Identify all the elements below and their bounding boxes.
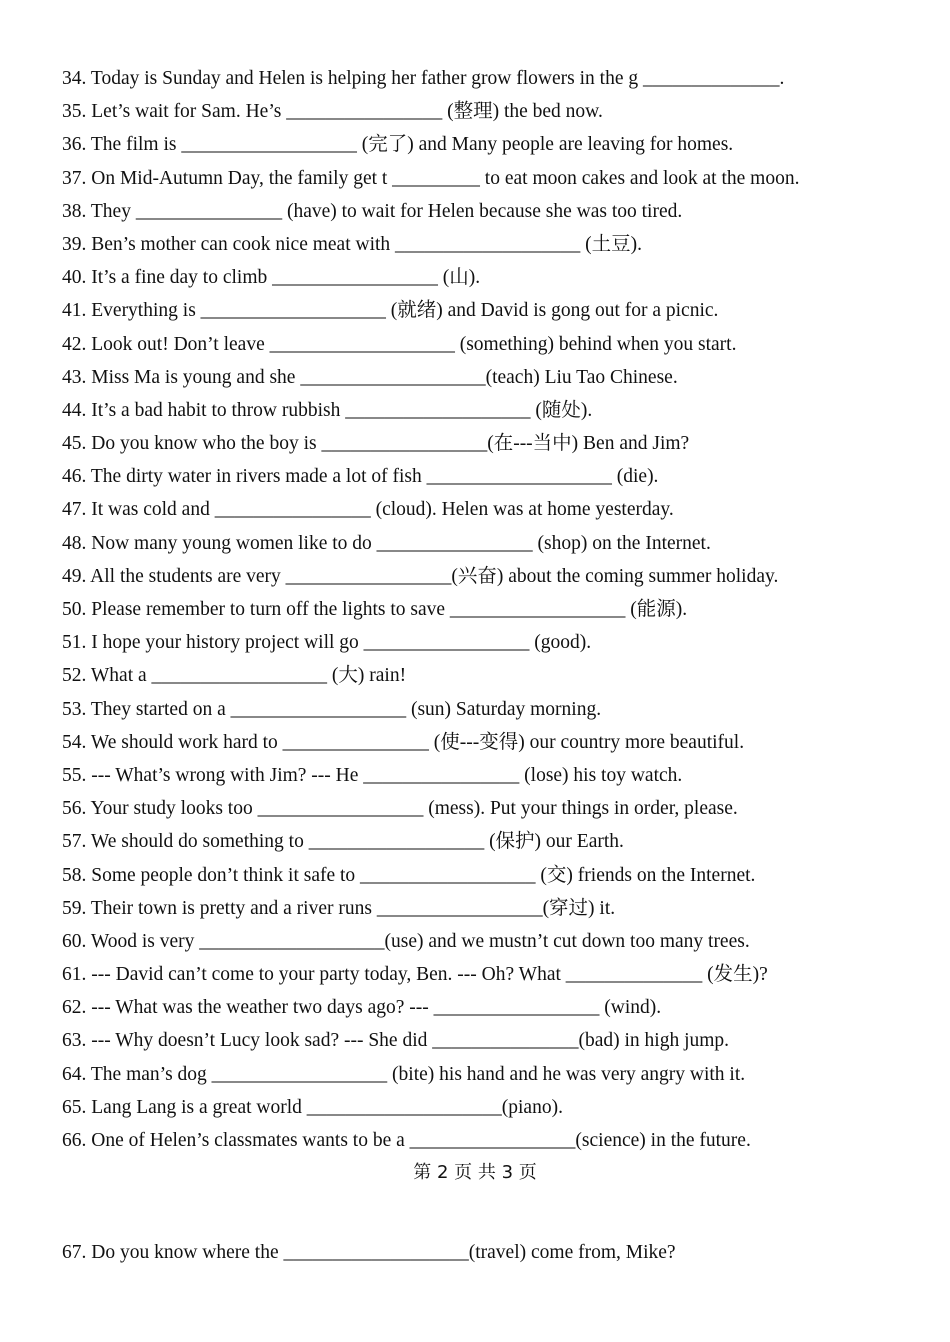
question-item: 45. Do you know who the boy is _________________(在---当中) Ben and Jim? [62, 433, 690, 455]
question-item: 35. Let’s wait for Sam. He’s ________________ (整理) the bed now. [62, 101, 603, 123]
question-item: 48. Now many young women like to do ________________ (shop) on the Internet. [62, 532, 711, 554]
question-item: 41. Everything is ___________________ (就绪) and David is gong out for a picnic. [62, 300, 719, 322]
question-list [62, 62, 922, 1157]
question-item: 38. They _______________ (have) to wait for Helen because she was too tired. [62, 200, 683, 222]
question-item: 62. --- What was the weather two days ago? --- _________________ (wind). [62, 997, 662, 1019]
question-item: 56. Your study looks too _________________ (mess). Put your things in order, please. [62, 798, 738, 820]
question-item: 36. The film is __________________ (完了) and Many people are leaving for homes. [62, 134, 734, 156]
question-item: 42. Look out! Don’t leave ___________________ (something) behind when you start. [62, 333, 737, 355]
question-item: 51. I hope your history project will go _________________ (good). [62, 632, 592, 654]
question-item: 46. The dirty water in rivers made a lot of fish ___________________ (die). [62, 466, 659, 488]
question-item: 47. It was cold and ________________ (cloud). Helen was at home yesterday. [62, 499, 674, 521]
question-item: 39. Ben’s mother can cook nice meat with ___________________ (土豆). [62, 233, 643, 255]
question-item: 37. On Mid-Autumn Day, the family get t _________ to eat moon cakes and look at the moon. [62, 167, 800, 189]
question-item: 58. Some people don’t think it safe to __________________ (交) friends on the Internet. [62, 864, 756, 886]
question-item: 55. --- What’s wrong with Jim? --- He ________________ (lose) his toy watch. [62, 764, 683, 786]
page-footer: 第 2 页 共 3 页 [413, 1162, 537, 1183]
question-item: 57. We should do something to __________________ (保护) our Earth. [62, 831, 624, 853]
next-page-question-list [62, 1236, 922, 1269]
question-item: 61. --- David can’t come to your party today, Ben. --- Oh? What ______________ (发生)? [62, 964, 768, 986]
question-item: 34. Today is Sunday and Helen is helping her father grow flowers in the g ______________. [62, 68, 785, 89]
question-item: 64. The man’s dog __________________ (bite) his hand and he was very angry with it. [62, 1063, 746, 1085]
question-item: 60. Wood is very ___________________(use) and we mustn’t cut down too many trees. [62, 930, 750, 952]
question-item: 50. Please remember to turn off the lights to save __________________ (能源). [62, 599, 688, 620]
question-item: 65. Lang Lang is a great world ____________________(piano). [62, 1096, 563, 1118]
question-item: 43. Miss Ma is young and she ___________________(teach) Liu Tao Chinese. [62, 366, 678, 388]
question-item: 53. They started on a __________________ (sun) Saturday morning. [62, 698, 602, 720]
question-item: 49. All the students are very _________________(兴奋) about the coming summer holiday. [62, 565, 779, 587]
question-item: 66. One of Helen’s classmates wants to be a _________________(science) in the future. [62, 1130, 751, 1151]
question-item: 40. It’s a fine day to climb _________________ (山). [62, 267, 481, 289]
question-item: 59. Their town is pretty and a river runs _________________(穿过) it. [62, 897, 616, 919]
question-item: 52. What a __________________ (大) rain! [62, 665, 407, 687]
question-item: 44. It’s a bad habit to throw rubbish ___________________ (随处). [62, 399, 593, 421]
question-item: 54. We should work hard to _______________ (使---变得) our country more beautiful. [62, 731, 745, 753]
question-item: 63. --- Why doesn’t Lucy look sad? --- She did _______________(bad) in high jump. [62, 1030, 730, 1052]
question-item: 67. Do you know where the ___________________(travel) come from, Mike? [62, 1242, 676, 1263]
